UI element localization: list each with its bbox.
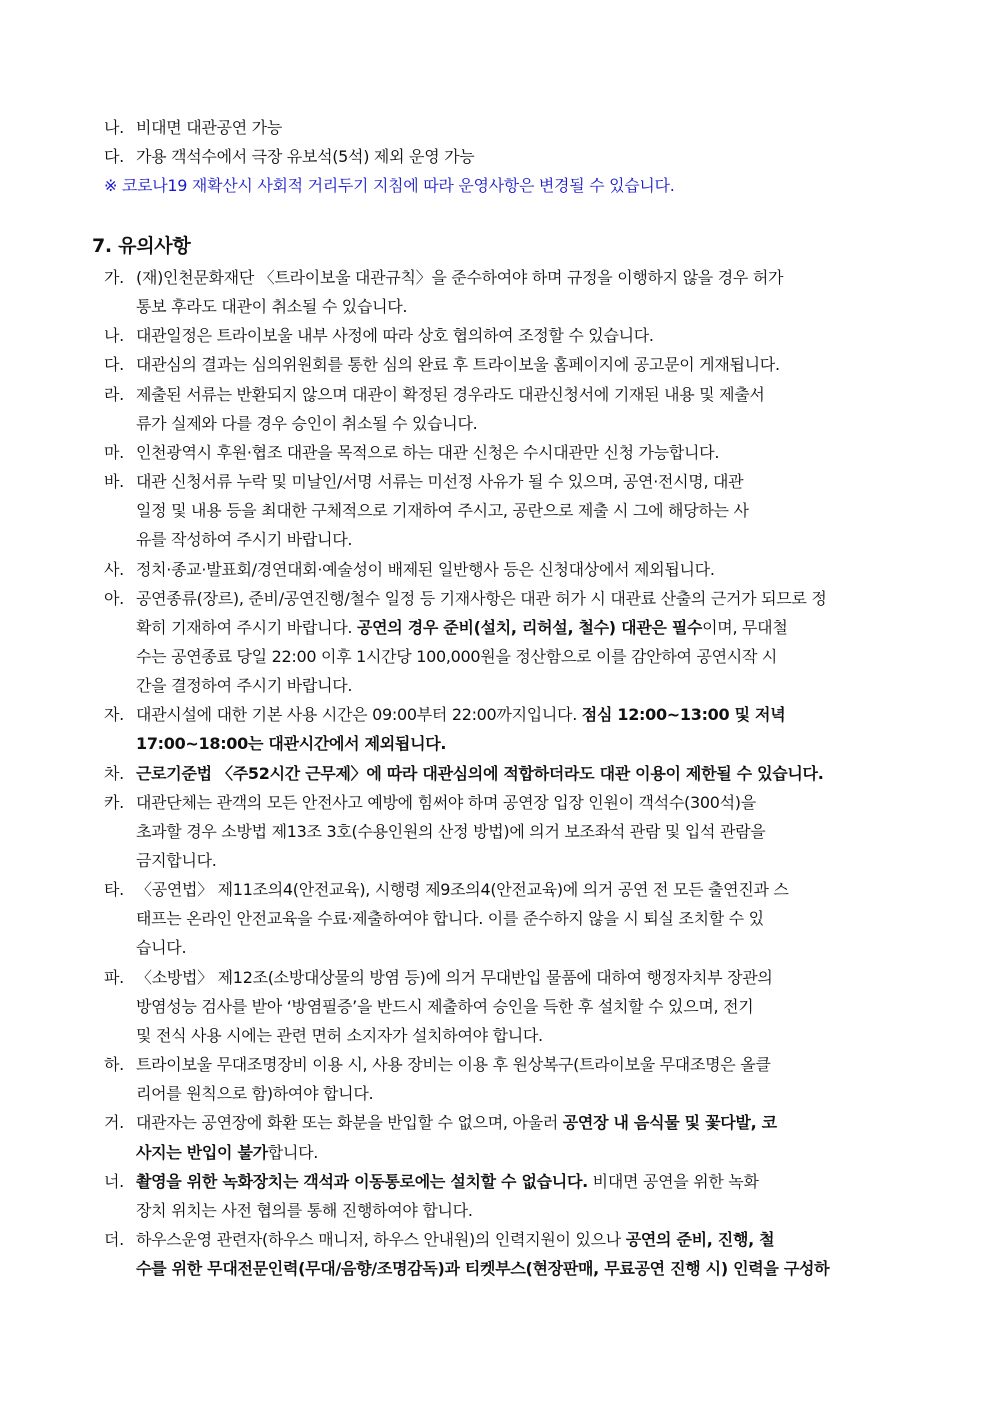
- text-run: 정치·종교·발표회/경연대회·예술성이 배제된 일반행사 등은 신청대상에서 제외됩니다.: [136, 559, 715, 579]
- list-item-line: [136, 851, 217, 871]
- list-marker: 차.: [104, 763, 124, 783]
- emphasized-text: 점심 12:00~13:00 및 저녁: [581, 705, 786, 725]
- emphasized-text: 수를 위한 무대전문인력(무대/음향/조명감독)과 티켓부스(현장판매, 무료공연 진행 시) 인력을 구성하: [136, 1259, 830, 1279]
- text-run: 비대면 공연을 위한 녹화: [587, 1171, 759, 1191]
- text-run: 습니다.: [136, 938, 187, 958]
- text-run: 〈소방법〉 제12조(소방대상물의 방염 등)에 의거 무대반입 물품에 대하여 행정자치부 장관의: [136, 967, 773, 987]
- text-run: 및 전식 사용 시에는 관련 면허 소지자가 설치하여야 합니다.: [136, 1025, 543, 1045]
- list-item-text: 가용 객석수에서 극장 유보석(5석) 제외 운영 가능: [136, 147, 475, 166]
- text-run: 〈공연법〉 제11조의4(안전교육), 시행령 제9조의4(안전교육)에 의거 공연 전 모든 출연진과 스: [136, 880, 789, 900]
- section-title: 7. 유의사항: [92, 235, 191, 257]
- text-run: 확히 기재하여 주시기 바랍니다.: [136, 617, 357, 637]
- text-run: 하우스운영 관련자(하우스 매니저, 하우스 안내원)의 인력지원이 있으나: [136, 1229, 626, 1249]
- list-marker: 타.: [104, 880, 124, 900]
- text-run: 유를 작성하여 주시기 바랍니다.: [136, 530, 353, 550]
- list-marker: 하.: [104, 1055, 124, 1075]
- list-marker: 거.: [104, 1113, 124, 1133]
- list-item-line: [136, 414, 477, 434]
- list-marker: 마.: [104, 442, 124, 462]
- text-run: 수는 공연종료 당일 22:00 이후 1시간당 100,000원을 정산함으로 이를 감안하여 공연시작 시: [136, 646, 778, 666]
- list-marker: 나.: [104, 326, 124, 346]
- text-run: 제출된 서류는 반환되지 않으며 대관이 확정된 경우라도 대관신청서에 기재된 내용 및 제출서: [136, 384, 765, 404]
- list-marker: 바.: [104, 472, 124, 492]
- text-run: 대관시설에 대한 기본 사용 시간은 09:00부터 22:00까지입니다.: [136, 705, 582, 725]
- list-item-line: [136, 589, 827, 609]
- list-item-line: [136, 1055, 771, 1075]
- list-marker: 카.: [104, 792, 124, 812]
- list-item-line: [136, 297, 407, 317]
- list-item-line: [136, 268, 783, 288]
- emphasized-text: 근로기준법 〈주52시간 근무제〉에 따라 대관심의에 적합하더라도 대관 이용이 제한될 수 있습니다.: [136, 763, 824, 783]
- emphasized-text: 17:00~18:00는 대관시간에서 제외됩니다.: [136, 734, 447, 754]
- list-item-line: [136, 1026, 543, 1046]
- list-item-line: [136, 1230, 774, 1250]
- list-item-line: [136, 1201, 473, 1221]
- text-run: 금지합니다.: [136, 851, 217, 870]
- text-run: 대관일정은 트라이보울 내부 사정에 따라 상호 협의하여 조정할 수 있습니다.: [136, 326, 654, 346]
- text-run: 류가 실제와 다를 경우 승인이 취소될 수 있습니다.: [136, 413, 478, 433]
- list-item-line: [136, 793, 756, 813]
- list-item-line: [136, 880, 789, 900]
- list-item-line: [136, 472, 743, 492]
- list-item-line: [136, 1259, 829, 1279]
- text-run: 합니다.: [267, 1142, 319, 1162]
- list-item-line: [136, 501, 749, 521]
- notice-text: ※ 코로나19 재확산시 사회적 거리두기 지침에 따라 운영사항은 변경될 수 있습니다.: [104, 176, 675, 195]
- text-run: 일정 및 내용 등을 최대한 구체적으로 기재하여 주시고, 공란으로 제출 시 그에 해당하는 사: [136, 501, 749, 521]
- list-marker: 아.: [104, 588, 124, 608]
- text-run: 대관단체는 관객의 모든 안전사고 예방에 힘써야 하며 공연장 입장 인원이 객석수(300석)을: [136, 792, 756, 812]
- list-item-line: [136, 326, 654, 346]
- list-marker: 파.: [104, 967, 124, 987]
- list-item-line: [136, 1113, 777, 1133]
- text-run: 방염성능 검사를 받아 ‘방염필증’을 반드시 제출하여 승인을 득한 후 설치할 수 있으며, 전기: [136, 996, 754, 1016]
- text-run: 리어를 원칙으로 함)하여야 합니다.: [136, 1084, 374, 1104]
- list-item-line: [136, 997, 753, 1017]
- text-run: 대관심의 결과는 심의위원회를 통한 심의 완료 후 트라이보울 홈페이지에 공고문이 게재됩니다.: [136, 355, 780, 375]
- text-run: 인천광역시 후원·협조 대관을 목적으로 하는 대관 신청은 수시대관만 신청 가능합니다.: [136, 442, 720, 462]
- list-item-line: [136, 385, 765, 405]
- list-item-line: [136, 355, 780, 375]
- list-marker: 나.: [104, 118, 124, 137]
- emphasized-text: 촬영을 위한 녹화장치는 객석과 이동통로에는 설치할 수 없습니다.: [136, 1171, 588, 1191]
- text-run: 공연종류(장르), 준비/공연진행/철수 일정 등 기재사항은 대관 허가 시 대관료 산출의 근거가 되므로 정: [136, 588, 827, 608]
- list-item-text: 비대면 대관공연 가능: [136, 118, 282, 137]
- emphasized-text: 공연의 준비, 진행, 철: [625, 1229, 775, 1249]
- list-item-line: [136, 822, 765, 842]
- list-item-line: [136, 647, 777, 667]
- list-item-line: [136, 734, 446, 754]
- list-item-line: [136, 968, 773, 988]
- text-run: 대관 신청서류 누락 및 미날인/서명 서류는 미선정 사유가 될 수 있으며, 공연·전시명, 대관: [136, 472, 744, 492]
- list-item-line: [136, 1172, 759, 1192]
- list-marker: 다.: [104, 355, 124, 375]
- list-marker: 더.: [104, 1229, 124, 1249]
- list-item-line: [136, 1143, 318, 1163]
- text-run: 초과할 경우 소방법 제13조 3호(수용인원의 산정 방법)에 의거 보조좌석 관람 및 입석 관람을: [136, 821, 766, 841]
- emphasized-text: 공연장 내 음식물 및 꽃다발, 코: [562, 1113, 777, 1133]
- list-marker: 너.: [104, 1171, 124, 1191]
- text-run: 간을 결정하여 주시기 바랍니다.: [136, 676, 353, 696]
- list-marker: 자.: [104, 705, 124, 725]
- list-item-line: [136, 938, 186, 958]
- list-item-line: [136, 1084, 373, 1104]
- list-item-line: [136, 530, 352, 550]
- emphasized-text: 공연의 경우 준비(설치, 리허설, 철수) 대관은 필수: [356, 617, 703, 637]
- list-item-line: [136, 443, 719, 463]
- list-item-line: [136, 560, 715, 580]
- list-item-line: [136, 909, 764, 929]
- text-run: 통보 후라도 대관이 취소될 수 있습니다.: [136, 297, 408, 317]
- list-marker: 가.: [104, 268, 124, 287]
- emphasized-text: 사지는 반입이 불가: [136, 1142, 268, 1162]
- list-item-line: [136, 705, 785, 725]
- text-run: (재)인천문화재단 〈트라이보울 대관규칙〉을 준수하여야 하며 규정을 이행하지 않을 경우 허가: [136, 268, 784, 287]
- text-run: 대관자는 공연장에 화환 또는 화분을 반입할 수 없으며, 아울러: [136, 1113, 563, 1133]
- list-item-line: [136, 676, 352, 696]
- list-item-line: [136, 764, 823, 784]
- text-run: 트라이보울 무대조명장비 이용 시, 사용 장비는 이용 후 원상복구(트라이보울 무대조명은 올클: [136, 1055, 771, 1075]
- list-marker: 사.: [104, 559, 124, 579]
- text-run: 태프는 온라인 안전교육을 수료·제출하여야 합니다. 이를 준수하지 않을 시 퇴실 조치할 수 있: [136, 909, 764, 929]
- text-run: 장치 위치는 사전 협의를 통해 진행하여야 합니다.: [136, 1200, 473, 1220]
- list-item-line: [136, 618, 788, 638]
- list-marker: 다.: [104, 147, 124, 166]
- list-marker: 라.: [104, 384, 124, 404]
- text-run: 이며, 무대철: [702, 617, 788, 637]
